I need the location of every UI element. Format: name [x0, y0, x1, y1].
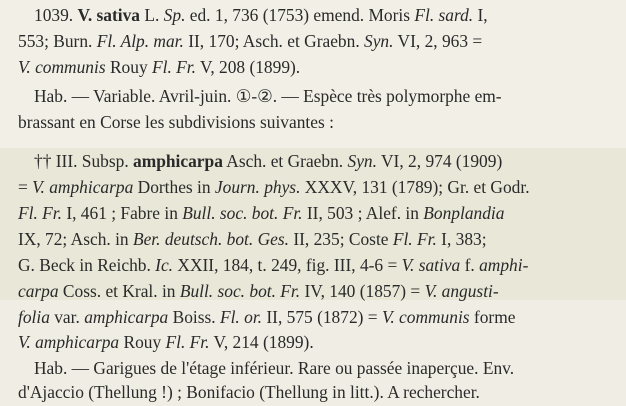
- entry-habitat-line-1: Hab. — Variable. Avril-juin. ①-②. — Espèce très polymorphe em-: [34, 86, 502, 106]
- taxon-name: V. sativa: [77, 5, 140, 25]
- entry-number: 1039.: [34, 5, 74, 25]
- entry-line-1: 1039. V. sativa L. Sp. ed. 1, 736 (1753) emend. Moris Fl. sard. I,: [34, 5, 488, 25]
- subsp-line-4: IX, 72; Asch. in Ber. deutsch. bot. Ges. II, 235; Coste Fl. Fr. I, 383;: [18, 229, 487, 249]
- entry-line-3: V. communis Rouy Fl. Fr. V, 208 (1899).: [18, 57, 301, 77]
- subsp-habitat-line-1: Hab. — Garigues de l'étage inférieur. Rare ou passée inaperçue. Env.: [34, 358, 515, 378]
- entry-habitat-line-2: brassant en Corse les subdivisions suivantes :: [18, 112, 334, 132]
- subsp-line-6: carpa Coss. et Kral. in Bull. soc. bot. Fr. IV, 140 (1857) = V. angusti-: [18, 281, 499, 301]
- subsp-taxon-name: amphicarpa: [133, 151, 223, 171]
- subsp-habitat-line-2: d'Ajaccio (Thellung !) ; Bonifacio (Thellung in litt.). A rechercher.: [18, 382, 480, 402]
- subsp-line-2: = V. amphicarpa Dorthes in Journ. phys. XXXV, 131 (1789); Gr. et Godr.: [18, 177, 530, 197]
- entry-line-2: 553; Burn. Fl. Alp. mar. II, 170; Asch. et Graebn. Syn. VI, 2, 963 =: [18, 31, 483, 51]
- subsp-line-5: G. Beck in Reichb. Ic. XXII, 184, t. 249, fig. III, 4-6 = V. sativa f. amphi-: [18, 255, 529, 275]
- double-dagger-mark: ††: [34, 151, 52, 171]
- subsp-line-7: folia var. amphicarpa Boiss. Fl. or. II, 575 (1872) = V. communis forme: [18, 307, 516, 327]
- subsp-line-8: V. amphicarpa Rouy Fl. Fr. V, 214 (1899).: [18, 332, 314, 352]
- subsp-line-3: Fl. Fr. I, 461 ; Fabre in Bull. soc. bot. Fr. II, 503 ; Alef. in Bonplandia: [18, 203, 505, 223]
- subsp-line-1: †† III. Subsp. amphicarpa Asch. et Graebn. Syn. VI, 2, 974 (1909): [34, 151, 503, 171]
